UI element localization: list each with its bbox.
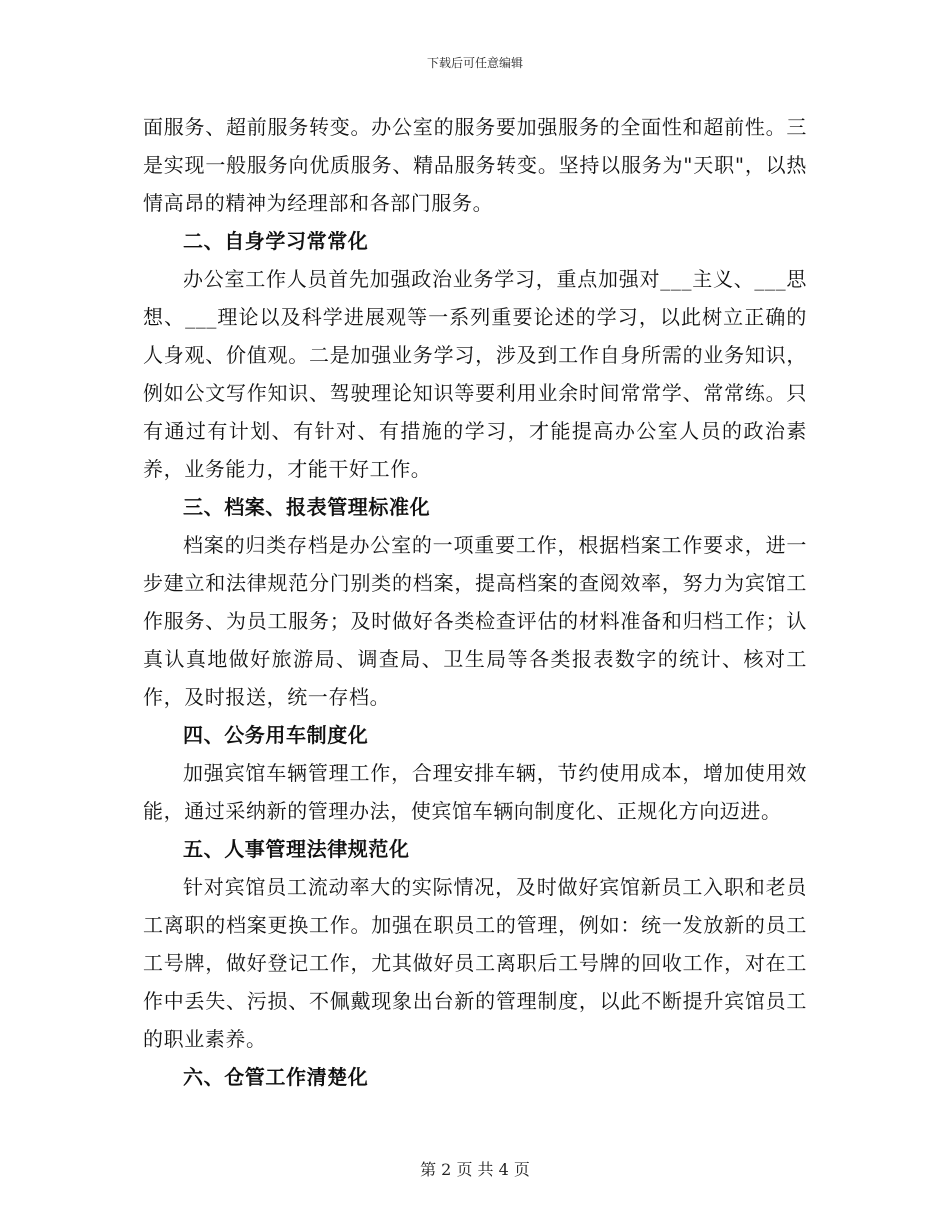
section-heading-warehouse: 六、仓管工作清楚化 [183, 1065, 369, 1089]
document-body [143, 108, 807, 1096]
section-heading-self-study: 二、自身学习常常化 [183, 229, 369, 253]
section-heading-archives: 三、档案、报表管理标准化 [183, 495, 431, 519]
page-number: 第 2 页 共 4 页 [420, 1160, 530, 1179]
paragraph-self-study: 办公室工作人员首先加强政治业务学习，重点加强对___主义、___思想、___理论以及科学进展观等一系列重要论述的学习，以此树立正确的人身观、价值观。二是加强业务学习，涉及到工作自身所需的业务知识，例如公文写作知识、驾驶理论知识等要利用业余时间常常学、常常练。只有通过有计划、有针对、有措施的学习，才能提高办公室人员的政治素养，业务能力，才能干好工作。 [143, 267, 807, 481]
paragraph-continuation: 面服务、超前服务转变。办公室的服务要加强服务的全面性和超前性。三是实现一般服务向优质服务、精品服务转变。坚持以服务为"天职"，以热情高昂的精神为经理部和各部门服务。 [143, 115, 807, 215]
page-header: 下载后可任意编辑 [426, 56, 523, 70]
section-heading-personnel: 五、人事管理法律规范化 [183, 837, 410, 861]
paragraph-archives: 档案的归类存档是办公室的一项重要工作，根据档案工作要求，进一步建立和法律规范分门别类的档案，提高档案的查阅效率，努力为宾馆工作服务、为员工服务；及时做好各类检查评估的材料准备和归档工作；认真认真地做好旅游局、调查局、卫生局等各类报表数字的统计、核对工作，及时报送，统一存档。 [143, 533, 807, 709]
section-heading-vehicles: 四、公务用车制度化 [183, 723, 369, 747]
paragraph-personnel: 针对宾馆员工流动率大的实际情况，及时做好宾馆新员工入职和老员工离职的档案更换工作。加强在职员工的管理，例如：统一发放新的员工工号牌，做好登记工作，尤其做好员工离职后工号牌的回收工作，对在工作中丢失、污损、不佩戴现象出台新的管理制度，以此不断提升宾馆员工的职业素养。 [143, 875, 807, 1051]
paragraph-vehicles: 加强宾馆车辆管理工作，合理安排车辆，节约使用成本，增加使用效能，通过采纳新的管理办法，使宾馆车辆向制度化、正规化方向迈进。 [143, 761, 807, 823]
